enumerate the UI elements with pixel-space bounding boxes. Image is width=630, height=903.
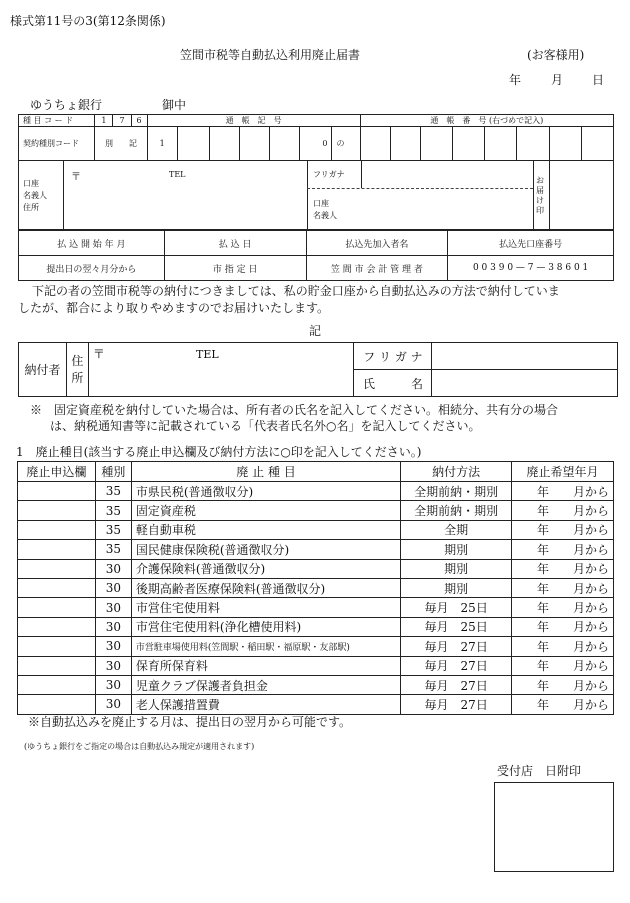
header-month: 廃止希望年月: [512, 462, 614, 482]
schedule-table: [18, 230, 614, 281]
passbook-symbol-digit[interactable]: [240, 127, 270, 161]
payer-furigana-field[interactable]: [432, 343, 618, 370]
type-code-digit: 6: [131, 115, 147, 127]
passbook-symbol-digit[interactable]: [177, 127, 209, 161]
abolition-mark-cell[interactable]: [18, 520, 96, 539]
header-method: 納付方法: [401, 462, 512, 482]
payment-method[interactable]: 毎月 27日: [401, 656, 512, 675]
account-table: [18, 114, 614, 161]
notice-line-2: したが、都合により取りやめますのでお届けいたします。: [18, 301, 330, 315]
table-row: [18, 617, 614, 636]
passbook-number-digit[interactable]: [581, 127, 613, 161]
type-code-digit: 1: [95, 115, 113, 127]
ki-label: 記: [309, 324, 322, 338]
copy-label: (お客様用): [527, 48, 585, 62]
abolition-mark-cell[interactable]: [18, 540, 96, 559]
payer-name-field[interactable]: [432, 370, 618, 397]
payment-date-label: 払 込 日: [164, 231, 306, 256]
payment-method[interactable]: 期別: [401, 540, 512, 559]
form-number: 様式第11号の3(第12条関係): [10, 14, 166, 28]
payment-method[interactable]: 毎月 27日: [401, 637, 512, 656]
passbook-number-label: 通 帳 番 号 (右づめで記入): [360, 115, 613, 127]
item-name: 後期高齢者医療保険料(普通徴収分): [131, 578, 400, 597]
small-note: (ゆうちょ銀行をご指定の場合は自動払込み規定が適用されます): [24, 742, 255, 751]
payment-method[interactable]: 毎月 27日: [401, 675, 512, 694]
holder-name-field[interactable]: [365, 192, 525, 226]
payment-method[interactable]: 毎月 27日: [401, 695, 512, 714]
payee-account-label: 払込先口座番号: [448, 231, 614, 256]
payee-value: 笠 間 市 会 計 管 理 者: [306, 256, 448, 281]
payer-label: 納付者: [19, 343, 67, 397]
start-month-label: 払 込 開 始 年 月: [19, 231, 165, 256]
payer-address-field[interactable]: [88, 343, 354, 397]
date-month: 月: [551, 73, 564, 87]
abolition-mark-cell[interactable]: [18, 598, 96, 617]
type-code-digit: 7: [113, 115, 131, 127]
passbook-symbol-digit[interactable]: 1: [147, 127, 177, 161]
bank-honorific: 御中: [162, 98, 187, 112]
abolition-month[interactable]: 年 月から: [512, 540, 614, 559]
abolition-month[interactable]: 年 月から: [512, 695, 614, 714]
passbook-symbol-label: 通 帳 記 号: [147, 115, 360, 127]
abolition-month[interactable]: 年 月から: [512, 617, 614, 636]
payment-method[interactable]: 全期: [401, 520, 512, 539]
passbook-symbol-digit[interactable]: [209, 127, 239, 161]
abolition-mark-cell[interactable]: [18, 695, 96, 714]
holder-name-label: 口座 名義人: [313, 199, 337, 220]
table-row: [18, 559, 614, 578]
item-name: 市県民税(普通徴収分): [131, 482, 400, 501]
item-name: 国民健康保険税(普通徴収分): [131, 540, 400, 559]
abolition-mark-cell[interactable]: [18, 501, 96, 520]
holder-block: [18, 160, 614, 230]
table-row: [18, 637, 614, 656]
start-month-value: 提出日の翌々月分から: [19, 256, 165, 281]
item-name: 市営住宅使用料: [131, 598, 400, 617]
contract-code-value: 別 記: [95, 127, 147, 161]
holder-furigana-label: フリガナ: [313, 170, 345, 179]
abolition-mark-cell[interactable]: [18, 675, 96, 694]
bank-name: ゆうちょ銀行: [30, 98, 103, 112]
table-row: [18, 695, 614, 714]
type-code: 30: [95, 656, 131, 675]
payer-tel-label: TEL: [195, 348, 219, 361]
passbook-number-digit[interactable]: [485, 127, 517, 161]
section-title: 1 廃止種目(該当する廃止申込欄及び納付方法に○印を記入してください。): [16, 445, 422, 459]
payment-method[interactable]: 全期前納・期別: [401, 501, 512, 520]
abolition-month[interactable]: 年 月から: [512, 656, 614, 675]
abolition-month[interactable]: 年 月から: [512, 520, 614, 539]
holder-address-label: 口座 名義人 住所: [23, 179, 47, 212]
payer-address-label: 住 所: [66, 343, 88, 397]
abolition-month[interactable]: 年 月から: [512, 637, 614, 656]
passbook-number-digit[interactable]: [390, 127, 420, 161]
header-abolition: 廃止申込欄: [18, 462, 96, 482]
table-row: [18, 540, 614, 559]
table-row: [18, 482, 614, 501]
stamp-label: 受付店 日附印: [497, 764, 582, 778]
contract-code-label: 契約種別コード: [19, 127, 95, 161]
item-name: 児童クラブ保護者負担金: [131, 675, 400, 694]
type-code: 35: [95, 501, 131, 520]
type-code: 30: [95, 598, 131, 617]
payer-postal-mark: 〒: [92, 347, 105, 361]
passbook-number-digit[interactable]: [517, 127, 549, 161]
item-name: 市営住宅使用料(浄化槽使用料): [131, 617, 400, 636]
type-code-label: 種 目 コ ー ド: [19, 115, 95, 127]
payer-table: [18, 342, 618, 397]
abolition-month[interactable]: 年 月から: [512, 578, 614, 597]
type-code: 35: [95, 482, 131, 501]
payee-label: 払込先加入者名: [306, 231, 448, 256]
item-name: 固定資産税: [131, 501, 400, 520]
passbook-number-digit[interactable]: [360, 127, 390, 161]
table-row: [18, 520, 614, 539]
abolition-mark-cell[interactable]: [18, 578, 96, 597]
date-year: 年: [509, 73, 522, 87]
payer-furigana-label: フ リ ガ ナ: [354, 343, 432, 370]
abolition-month[interactable]: 年 月から: [512, 501, 614, 520]
header-item: 廃 止 種 目: [131, 462, 400, 482]
abolition-month[interactable]: 年 月から: [512, 482, 614, 501]
form-title: 笠間市税等自動払込利用廃止届書: [180, 48, 361, 62]
payer-name-label: 氏 名: [354, 370, 432, 397]
abolition-mark-cell[interactable]: [18, 617, 96, 636]
holder-address-field[interactable]: [69, 186, 303, 226]
payment-method[interactable]: 毎月 25日: [401, 598, 512, 617]
holder-postal-mark: 〒: [71, 172, 81, 183]
abolition-month[interactable]: 年 月から: [512, 559, 614, 578]
payment-method[interactable]: 期別: [401, 578, 512, 597]
table-row: [18, 598, 614, 617]
type-code: 30: [95, 695, 131, 714]
table-row: [18, 501, 614, 520]
payee-account-value: 0 0 3 9 0 — 7 — 3 8 6 0 1: [448, 256, 614, 281]
item-name: 市営駐車場使用料(笠間駅・稲田駅・福原駅・友部駅): [131, 637, 400, 656]
abolition-mark-cell[interactable]: [18, 656, 96, 675]
item-name: 軽自動車税: [131, 520, 400, 539]
passbook-symbol-digit[interactable]: 0: [300, 127, 332, 161]
abolition-mark-cell[interactable]: [18, 559, 96, 578]
payment-method[interactable]: 全期前納・期別: [401, 482, 512, 501]
type-code: 35: [95, 540, 131, 559]
table-row: [18, 675, 614, 694]
asset-note-line-2: は、納税通知書等に記載されている「代表者氏名外○名」を記入してください。: [50, 419, 481, 433]
item-name: 保育所保育料: [131, 656, 400, 675]
table-row: [18, 578, 614, 597]
payment-date-value: 市 指 定 日: [164, 256, 306, 281]
type-code: 35: [95, 520, 131, 539]
no-label: の: [332, 127, 360, 161]
asset-note-line-1: ※ 固定資産税を納付していた場合は、所有者の氏名を記入してください。相続分、共有分の場合: [30, 403, 559, 417]
notice-line-1: 下記の者の笠間市税等の納付につきましては、私の貯金口座から自動払込みの方法で納付していま: [32, 284, 560, 298]
type-code: 30: [95, 617, 131, 636]
holder-tel-label: TEL: [169, 170, 186, 179]
type-code: 30: [95, 637, 131, 656]
date-day: 日: [592, 73, 605, 87]
abolition-mark-cell[interactable]: [18, 482, 96, 501]
footer-note: ※自動払込みを廃止する月は、提出日の翌月から可能です。: [28, 715, 352, 729]
payment-method[interactable]: 毎月 25日: [401, 617, 512, 636]
seal-label: お届け印: [536, 176, 544, 215]
passbook-number-digit[interactable]: [420, 127, 452, 161]
item-name: 介護保険料(普通徴収分): [131, 559, 400, 578]
type-code: 30: [95, 559, 131, 578]
abolition-month[interactable]: 年 月から: [512, 598, 614, 617]
passbook-symbol-digit[interactable]: [270, 127, 300, 161]
passbook-number-digit[interactable]: [453, 127, 485, 161]
abolition-month[interactable]: 年 月から: [512, 675, 614, 694]
type-code: 30: [95, 675, 131, 694]
table-row: [18, 656, 614, 675]
abolition-table: [17, 461, 614, 715]
abolition-mark-cell[interactable]: [18, 637, 96, 656]
payment-method[interactable]: 期別: [401, 559, 512, 578]
date-stamp-box: [494, 782, 614, 872]
type-code: 30: [95, 578, 131, 597]
seal-box[interactable]: [551, 162, 611, 226]
item-name: 老人保護措置費: [131, 695, 400, 714]
passbook-number-digit[interactable]: [549, 127, 581, 161]
header-type: 種別: [95, 462, 131, 482]
